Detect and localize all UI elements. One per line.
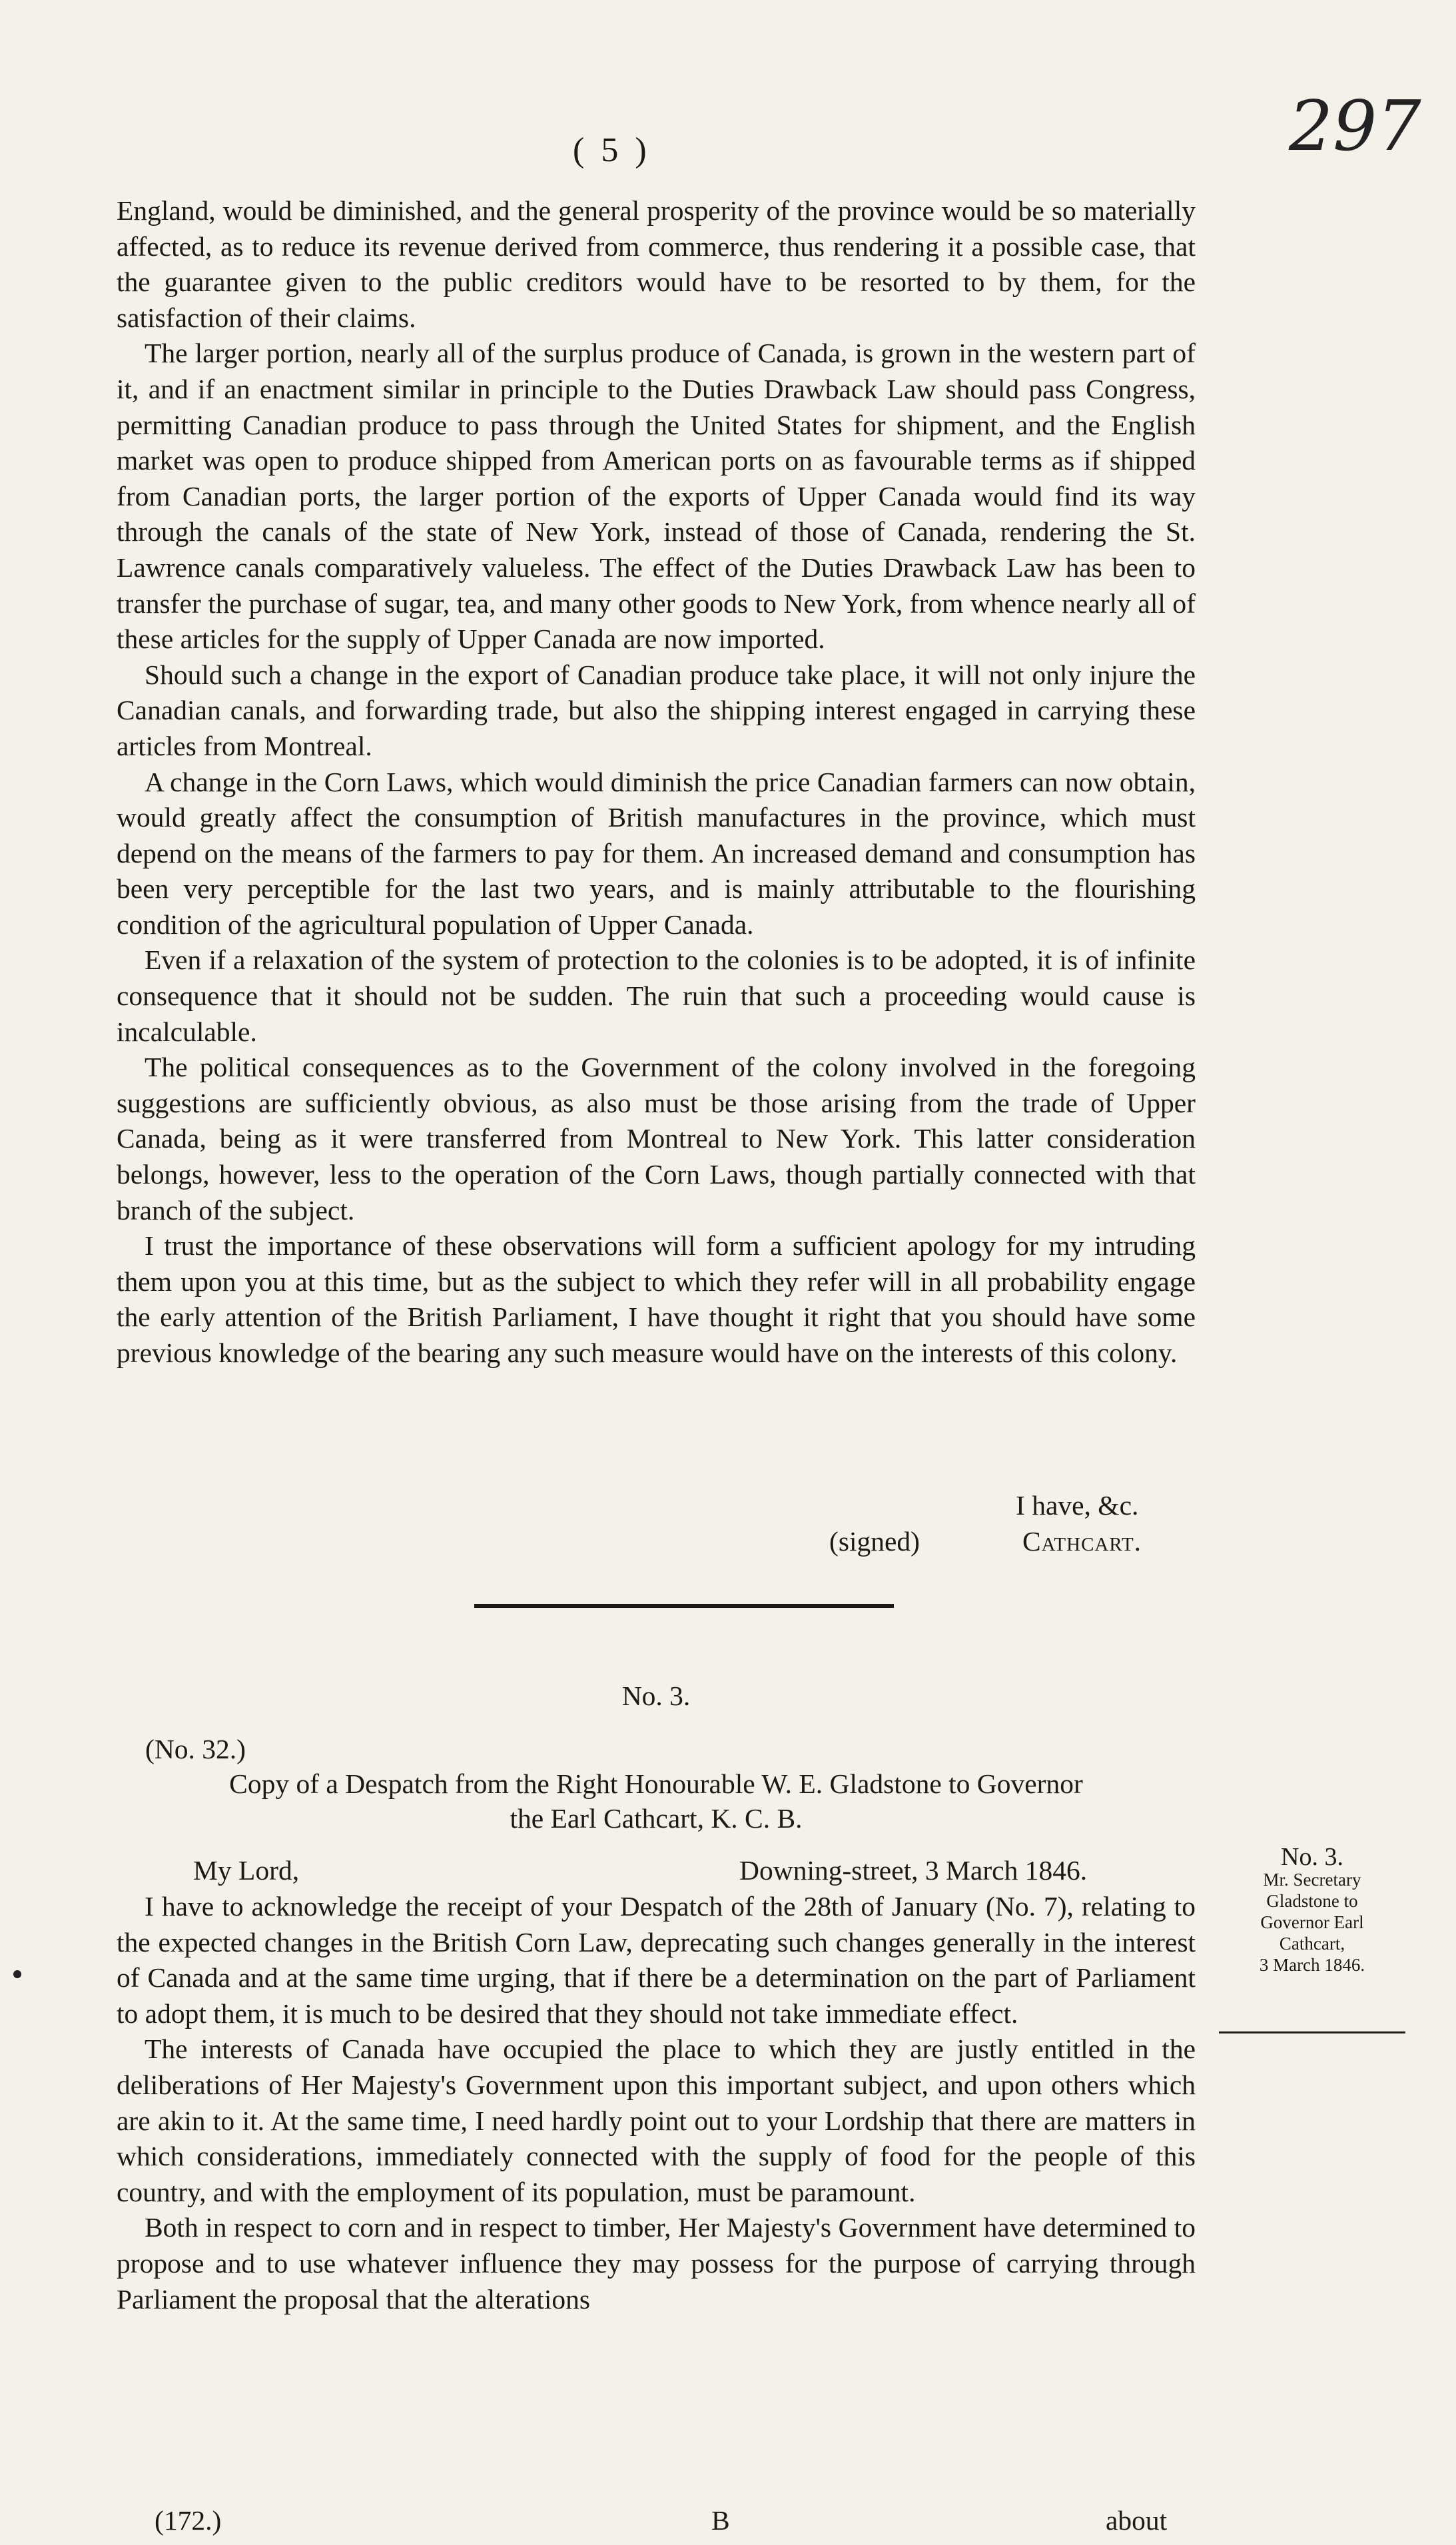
letter-body <box>117 193 1196 1371</box>
margin-note <box>1212 1843 1412 1976</box>
paragraph: A change in the Corn Laws, which would diminish the price Canadian farmers can now obtain, would greatly affect the consumption of British manufactures in the province, which must depend on the means of the farmers to pay for them. An increased demand and consumption has been very perceptible for the last two years, and is mainly attributable to the flourishing condition of the agricultural population of Upper Canada. <box>117 766 1196 940</box>
footer-catchword: about <box>1106 2505 1168 2536</box>
paragraph: I have to acknowledge the receipt of your Despatch of the 28th of January (No. 7), relating to the expected changes in the British Corn Law, deprecating such changes generally in the interest of Canada and at the same time urging, that if there be a determination on the part of Parliament to adopt them, it is much to be desired that they should not take immediate effect. <box>117 1891 1196 2029</box>
footer-sheet-number: (172.) <box>155 2505 222 2536</box>
section-divider <box>474 1604 894 1608</box>
footer-signature-mark: B <box>711 2505 730 2536</box>
margin-note-line: Mr. Secretary <box>1263 1870 1361 1890</box>
paragraph: Both in respect to corn and in respect to timber, Her Majesty's Government have determined to propose and to use whatever influence they may possess for the purpose of carrying through Parliament the proposal that the alterations <box>117 2212 1196 2315</box>
salutation: My Lord, <box>193 1855 300 1886</box>
closing-signed: (signed) <box>829 1526 920 1557</box>
paragraph: Even if a relaxation of the system of protection to the colonies is to be adopted, it is of infinite consequence that it should not be sudden. The ruin that such a proceeding would cause is incalculable. <box>117 944 1196 1047</box>
margin-note-line: 3 March 1846. <box>1259 1955 1365 1975</box>
paragraph: The political consequences as to the Government of the colony involved in the foregoing suggestions are sufficiently obvious, as also must be those arising from the trade of Upper Canada, being as it were transferred from Montreal to New York. This latter consideration belongs, however, less to the operation of the Corn Laws, though partially connected with that branch of the subject. <box>117 1052 1196 1226</box>
paragraph: The interests of Canada have occupied the place to which they are justly entitled in the deliberations of Her Majesty's Government upon this important subject, and upon others which are akin to it. At the same time, I need hardly point out to your Lordship that there are matters in which considerations, immediately connected with the supply of food for the people of this country, and with the employment of its population, must be paramount. <box>117 2033 1196 2207</box>
paragraph: I trust the importance of these observations will form a sufficient apology for my intruding them upon you at this time, but as the subject to which they refer will in all probability engage the early attention of the British Parliament, I have thought it right that you should have some previous knowledge of the bearing any such measure would have on the interests of this colony. <box>117 1230 1196 1368</box>
closing-i-have: I have, &c. <box>1016 1490 1139 1521</box>
paragraph: England, would be diminished, and the general prosperity of the province would be so materially affected, as to reduce its revenue derived from commerce, thus rendering it a possible case, that the guarantee given to the public creditors would have to be resorted to by them, for the satisfaction of their claims. <box>117 195 1196 333</box>
closing-signer: Cathcart. <box>1022 1526 1142 1557</box>
ink-mark <box>13 1970 21 1978</box>
despatch-body <box>117 1889 1196 2317</box>
margin-note-line: Cathcart, <box>1279 1934 1345 1954</box>
section-title-line2: the Earl Cathcart, K. C. B. <box>510 1803 803 1834</box>
page-number: ( 5 ) <box>573 131 651 169</box>
margin-note-number: No. 3. <box>1281 1843 1343 1871</box>
margin-note-rule <box>1219 2031 1405 2033</box>
section-heading: No. 3. <box>621 1680 691 1711</box>
section-title-line1: Copy of a Despatch from the Right Honourable W. E. Gladstone to Governor <box>229 1768 1083 1799</box>
paragraph: Should such a change in the export of Canadian produce take place, it will not only injure the Canadian canals, and forwarding trade, but also the shipping interest engaged in carrying these articles from Montreal. <box>117 659 1196 761</box>
place-date: Downing-street, 3 March 1846. <box>739 1855 1088 1886</box>
margin-note-line: Gladstone to <box>1266 1891 1358 1911</box>
paragraph: The larger portion, nearly all of the surplus produce of Canada, is grown in the western part of it, and if an enactment similar in principle to the Duties Drawback Law should pass Congress, permitting Canadian produce to pass through the United States for shipment, and the English market was open to produce shipped from American ports on as favourable terms as if shipped from Canadian ports, the larger portion of the exports of Upper Canada would find its way through the canals of the state of New York, instead of those of Canada, rendering the St. Lawrence canals comparatively valueless. The effect of the Duties Drawback Law has been to transfer the purchase of sugar, tea, and many other goods to New York, from whence nearly all of these articles for the supply of Upper Canada are now imported. <box>117 338 1196 655</box>
section-reference: (No. 32.) <box>145 1734 246 1764</box>
margin-note-line: Governor Earl <box>1260 1912 1364 1932</box>
folio-number: 297 <box>1289 85 1421 167</box>
